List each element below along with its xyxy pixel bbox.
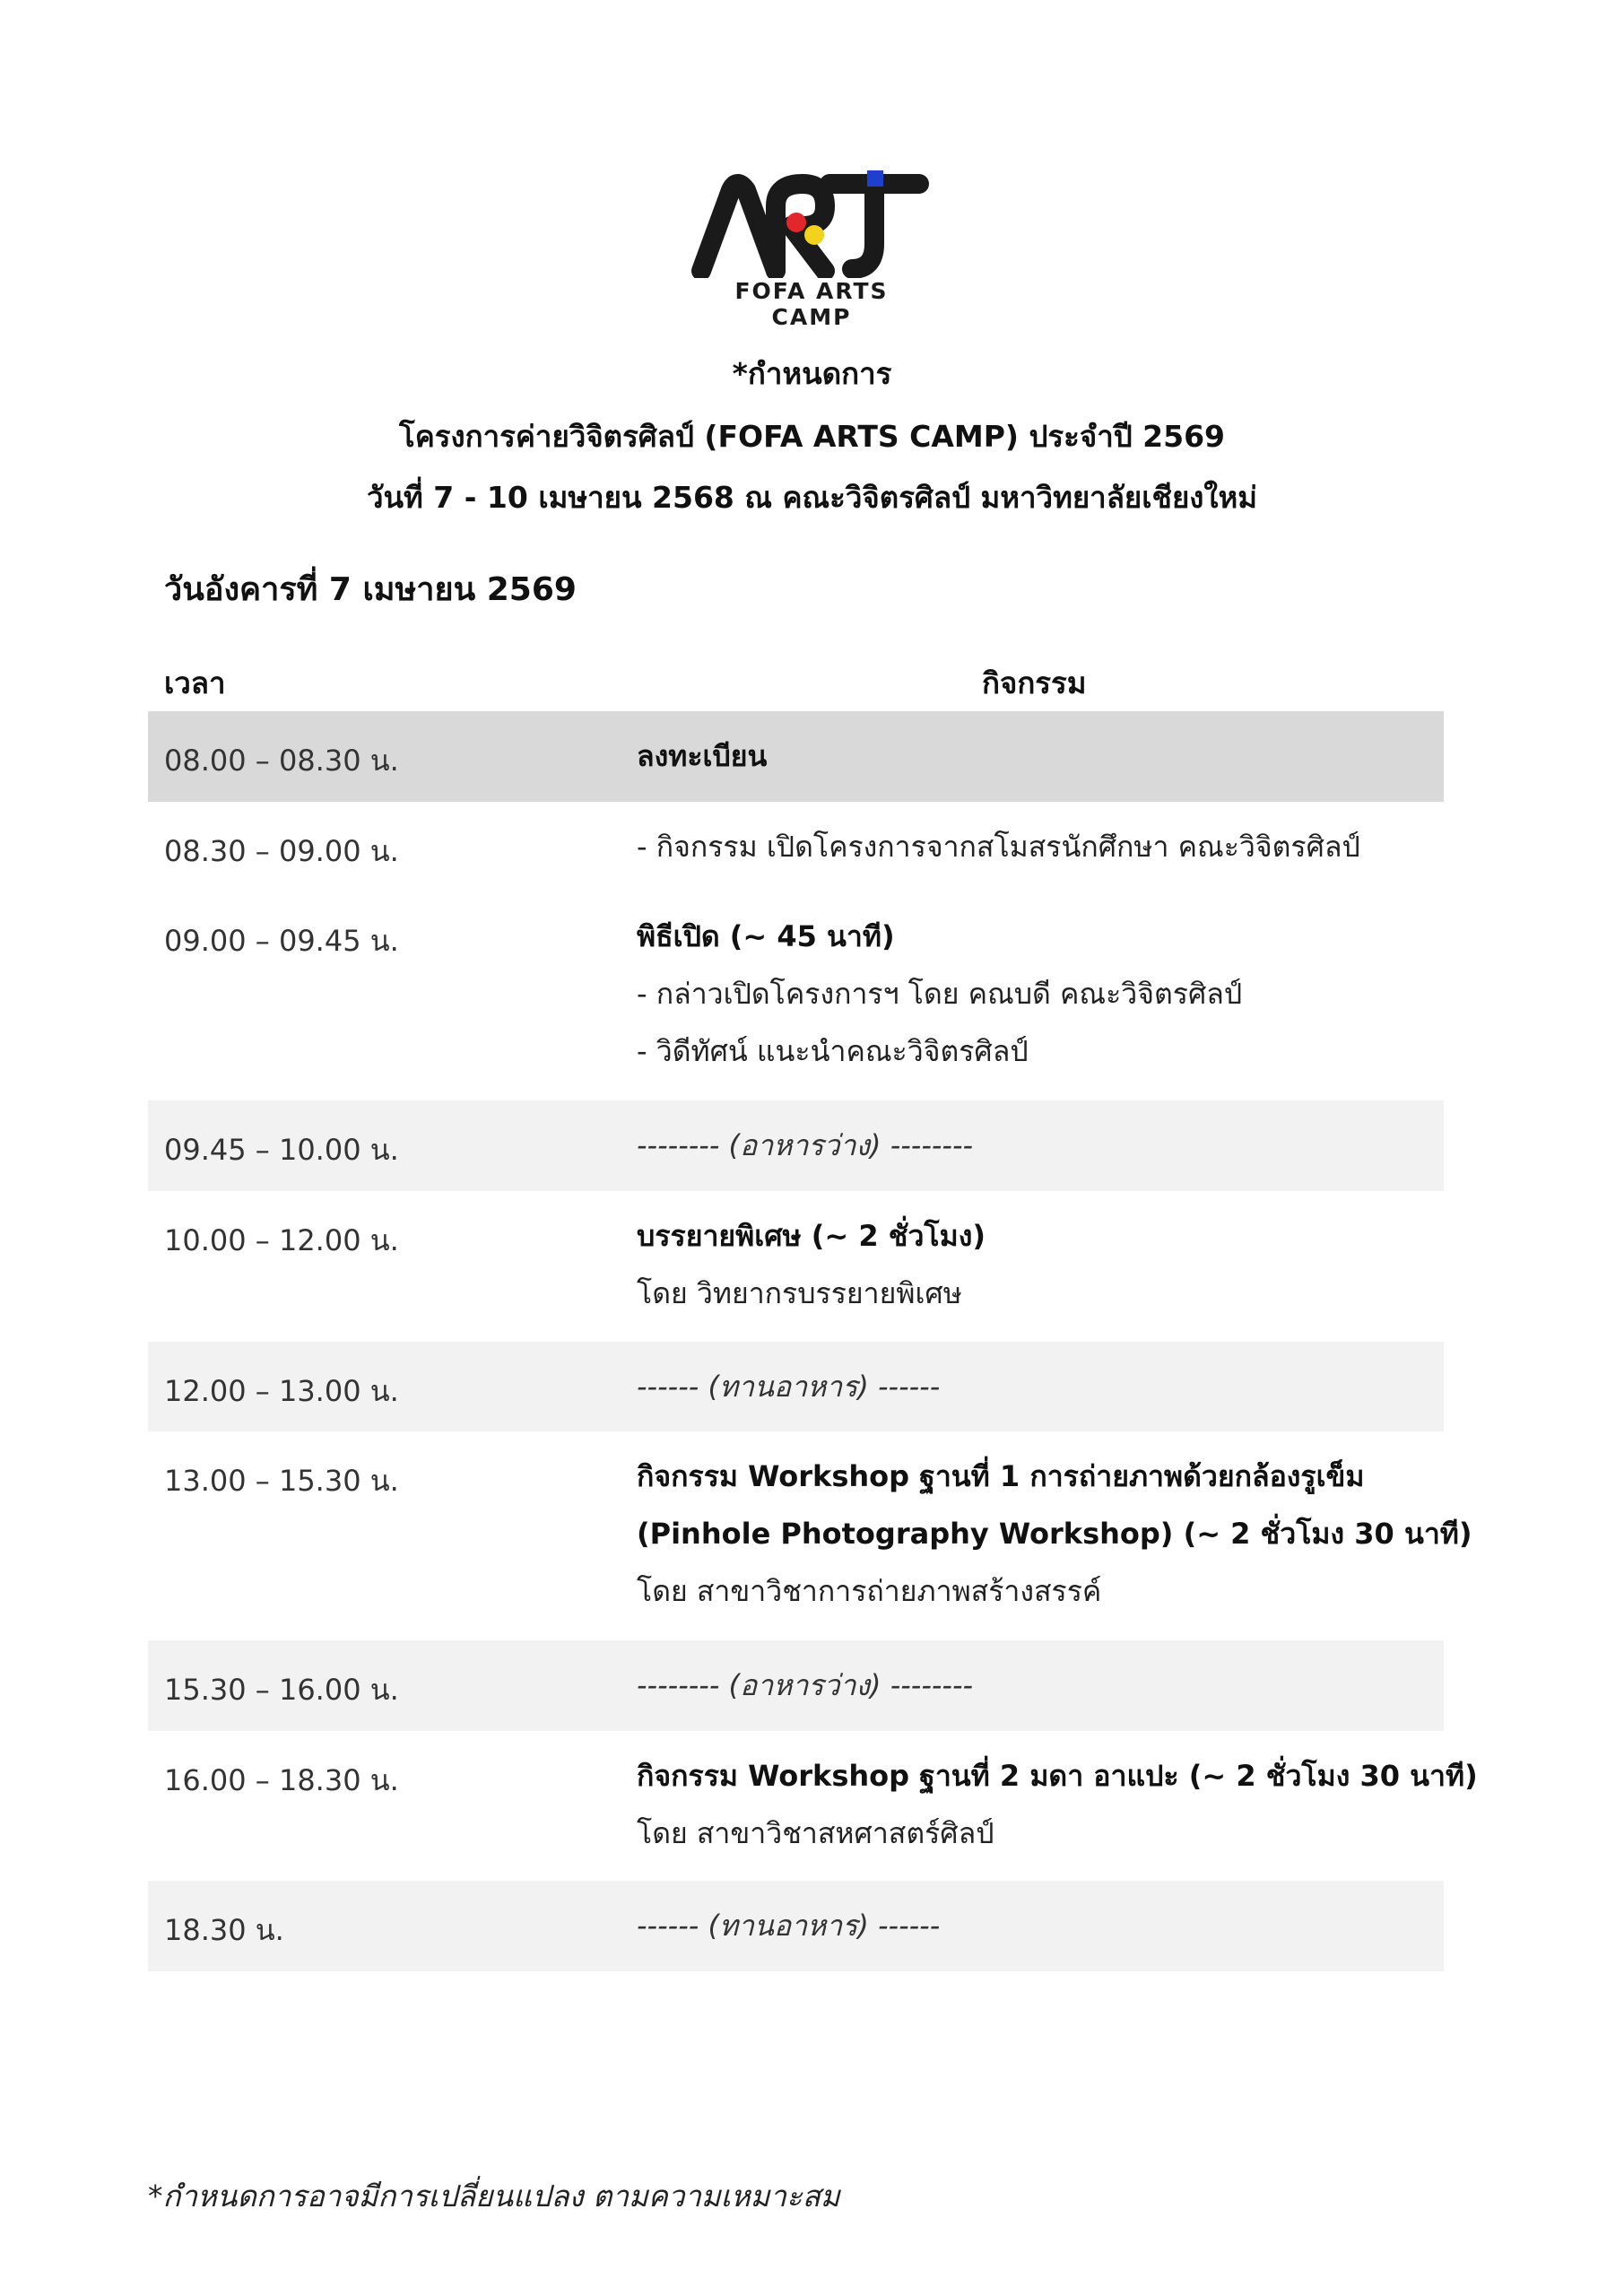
activity-line: บรรยายพิเศษ (~ 2 ชั่วโมง) bbox=[637, 1219, 986, 1253]
row-time: 15.30 – 16.00 น. bbox=[164, 1673, 399, 1707]
row-time: 16.00 – 18.30 น. bbox=[164, 1763, 399, 1797]
row-time: 12.00 – 13.00 น. bbox=[164, 1374, 399, 1408]
activity-column-header: กิจกรรม bbox=[982, 665, 1087, 700]
row-activities bbox=[637, 918, 1435, 1091]
row-time: 18.30 น. bbox=[164, 1913, 284, 1947]
row-activities bbox=[637, 738, 1435, 796]
schedule-row bbox=[148, 1191, 1444, 1342]
activity-line: กิจกรรม Workshop ฐานที่ 2 มดา อาแปะ (~ 2 ชั่วโมง 30 นาที) bbox=[637, 1759, 1478, 1793]
row-activities bbox=[637, 1369, 1435, 1426]
project-title: โครงการค่ายวิจิตรศิลป์ (FOFA ARTS CAMP) ประจำปี 2569 bbox=[398, 419, 1226, 454]
activity-line: โดย สาขาวิชาการถ่ายภาพสร้างสรรค์ bbox=[637, 1574, 1102, 1608]
activity-line: โดย สาขาวิชาสหศาสตร์ศิลป์ bbox=[637, 1816, 994, 1850]
schedule-row bbox=[148, 1100, 1444, 1191]
activity-line: -------- (อาหารว่าง) -------- bbox=[637, 1668, 974, 1702]
activity-line: - กล่าวเปิดโครงการฯ โดย คณบดี คณะวิจิตรศิลป์ bbox=[637, 977, 1243, 1011]
schedule-row bbox=[148, 1640, 1444, 1731]
fofa-arts-camp-logo bbox=[690, 170, 933, 330]
row-activities bbox=[637, 1458, 1472, 1631]
schedule-row bbox=[148, 1731, 1478, 1881]
schedule-label: *กำหนดการ bbox=[732, 356, 892, 391]
schedule-row bbox=[148, 1342, 1444, 1431]
activity-line: ลงทะเบียน bbox=[637, 739, 768, 773]
row-time: 13.00 – 15.30 น. bbox=[164, 1464, 399, 1498]
row-time: 08.30 – 09.00 น. bbox=[164, 834, 399, 868]
activity-line: -------- (อาหารว่าง) -------- bbox=[637, 1128, 974, 1162]
row-activities bbox=[637, 829, 1435, 886]
row-activities bbox=[637, 1908, 1435, 1965]
row-activities bbox=[637, 1758, 1478, 1873]
activity-line: โดย วิทยากรบรรยายพิเศษ bbox=[637, 1276, 962, 1310]
logo-caption: FOFA ARTS CAMP bbox=[734, 278, 889, 330]
row-activities bbox=[637, 1667, 1435, 1725]
activity-line: - กิจกรรม เปิดโครงการจากสโมสรนักศึกษา คณะวิจิตรศิลป์ bbox=[637, 830, 1360, 864]
row-activities bbox=[637, 1127, 1435, 1185]
activity-line: (Pinhole Photography Workshop) (~ 2 ชั่วโมง 30 นาที) bbox=[637, 1517, 1472, 1551]
event-date-venue: วันที่ 7 - 10 เมษายน 2568 ณ คณะวิจิตรศิลป์ มหาวิทยาลัยเชียงใหม่ bbox=[366, 480, 1258, 515]
art-logo-icon bbox=[690, 170, 933, 278]
schedule-row bbox=[148, 1431, 1472, 1640]
schedule-row bbox=[148, 1881, 1444, 1971]
footnote: *กำหนดการอาจมีการเปลี่ยนแปลง ตามความเหมาะสม bbox=[148, 2179, 840, 2213]
day-title: วันอังคารที่ 7 เมษายน 2569 bbox=[164, 571, 577, 608]
row-time: 10.00 – 12.00 น. bbox=[164, 1223, 399, 1257]
activity-line: พิธีเปิด (~ 45 นาที) bbox=[637, 919, 895, 953]
activity-line: - วิดีทัศน์ แนะนำคณะวิจิตรศิลป์ bbox=[637, 1034, 1029, 1068]
row-time: 09.45 – 10.00 น. bbox=[164, 1133, 399, 1167]
activity-line: กิจกรรม Workshop ฐานที่ 1 การถ่ายภาพด้วยกล้องรูเข็ม bbox=[637, 1459, 1365, 1493]
row-activities bbox=[637, 1218, 1435, 1333]
schedule-row bbox=[148, 711, 1444, 802]
row-time: 08.00 – 08.30 น. bbox=[164, 744, 399, 778]
schedule-row bbox=[148, 802, 1444, 891]
activity-line: ------ (ทานอาหาร) ------ bbox=[637, 1909, 941, 1943]
schedule-row bbox=[148, 891, 1444, 1100]
time-column-header: เวลา bbox=[164, 665, 226, 700]
row-time: 09.00 – 09.45 น. bbox=[164, 924, 399, 958]
activity-line: ------ (ทานอาหาร) ------ bbox=[637, 1370, 941, 1404]
